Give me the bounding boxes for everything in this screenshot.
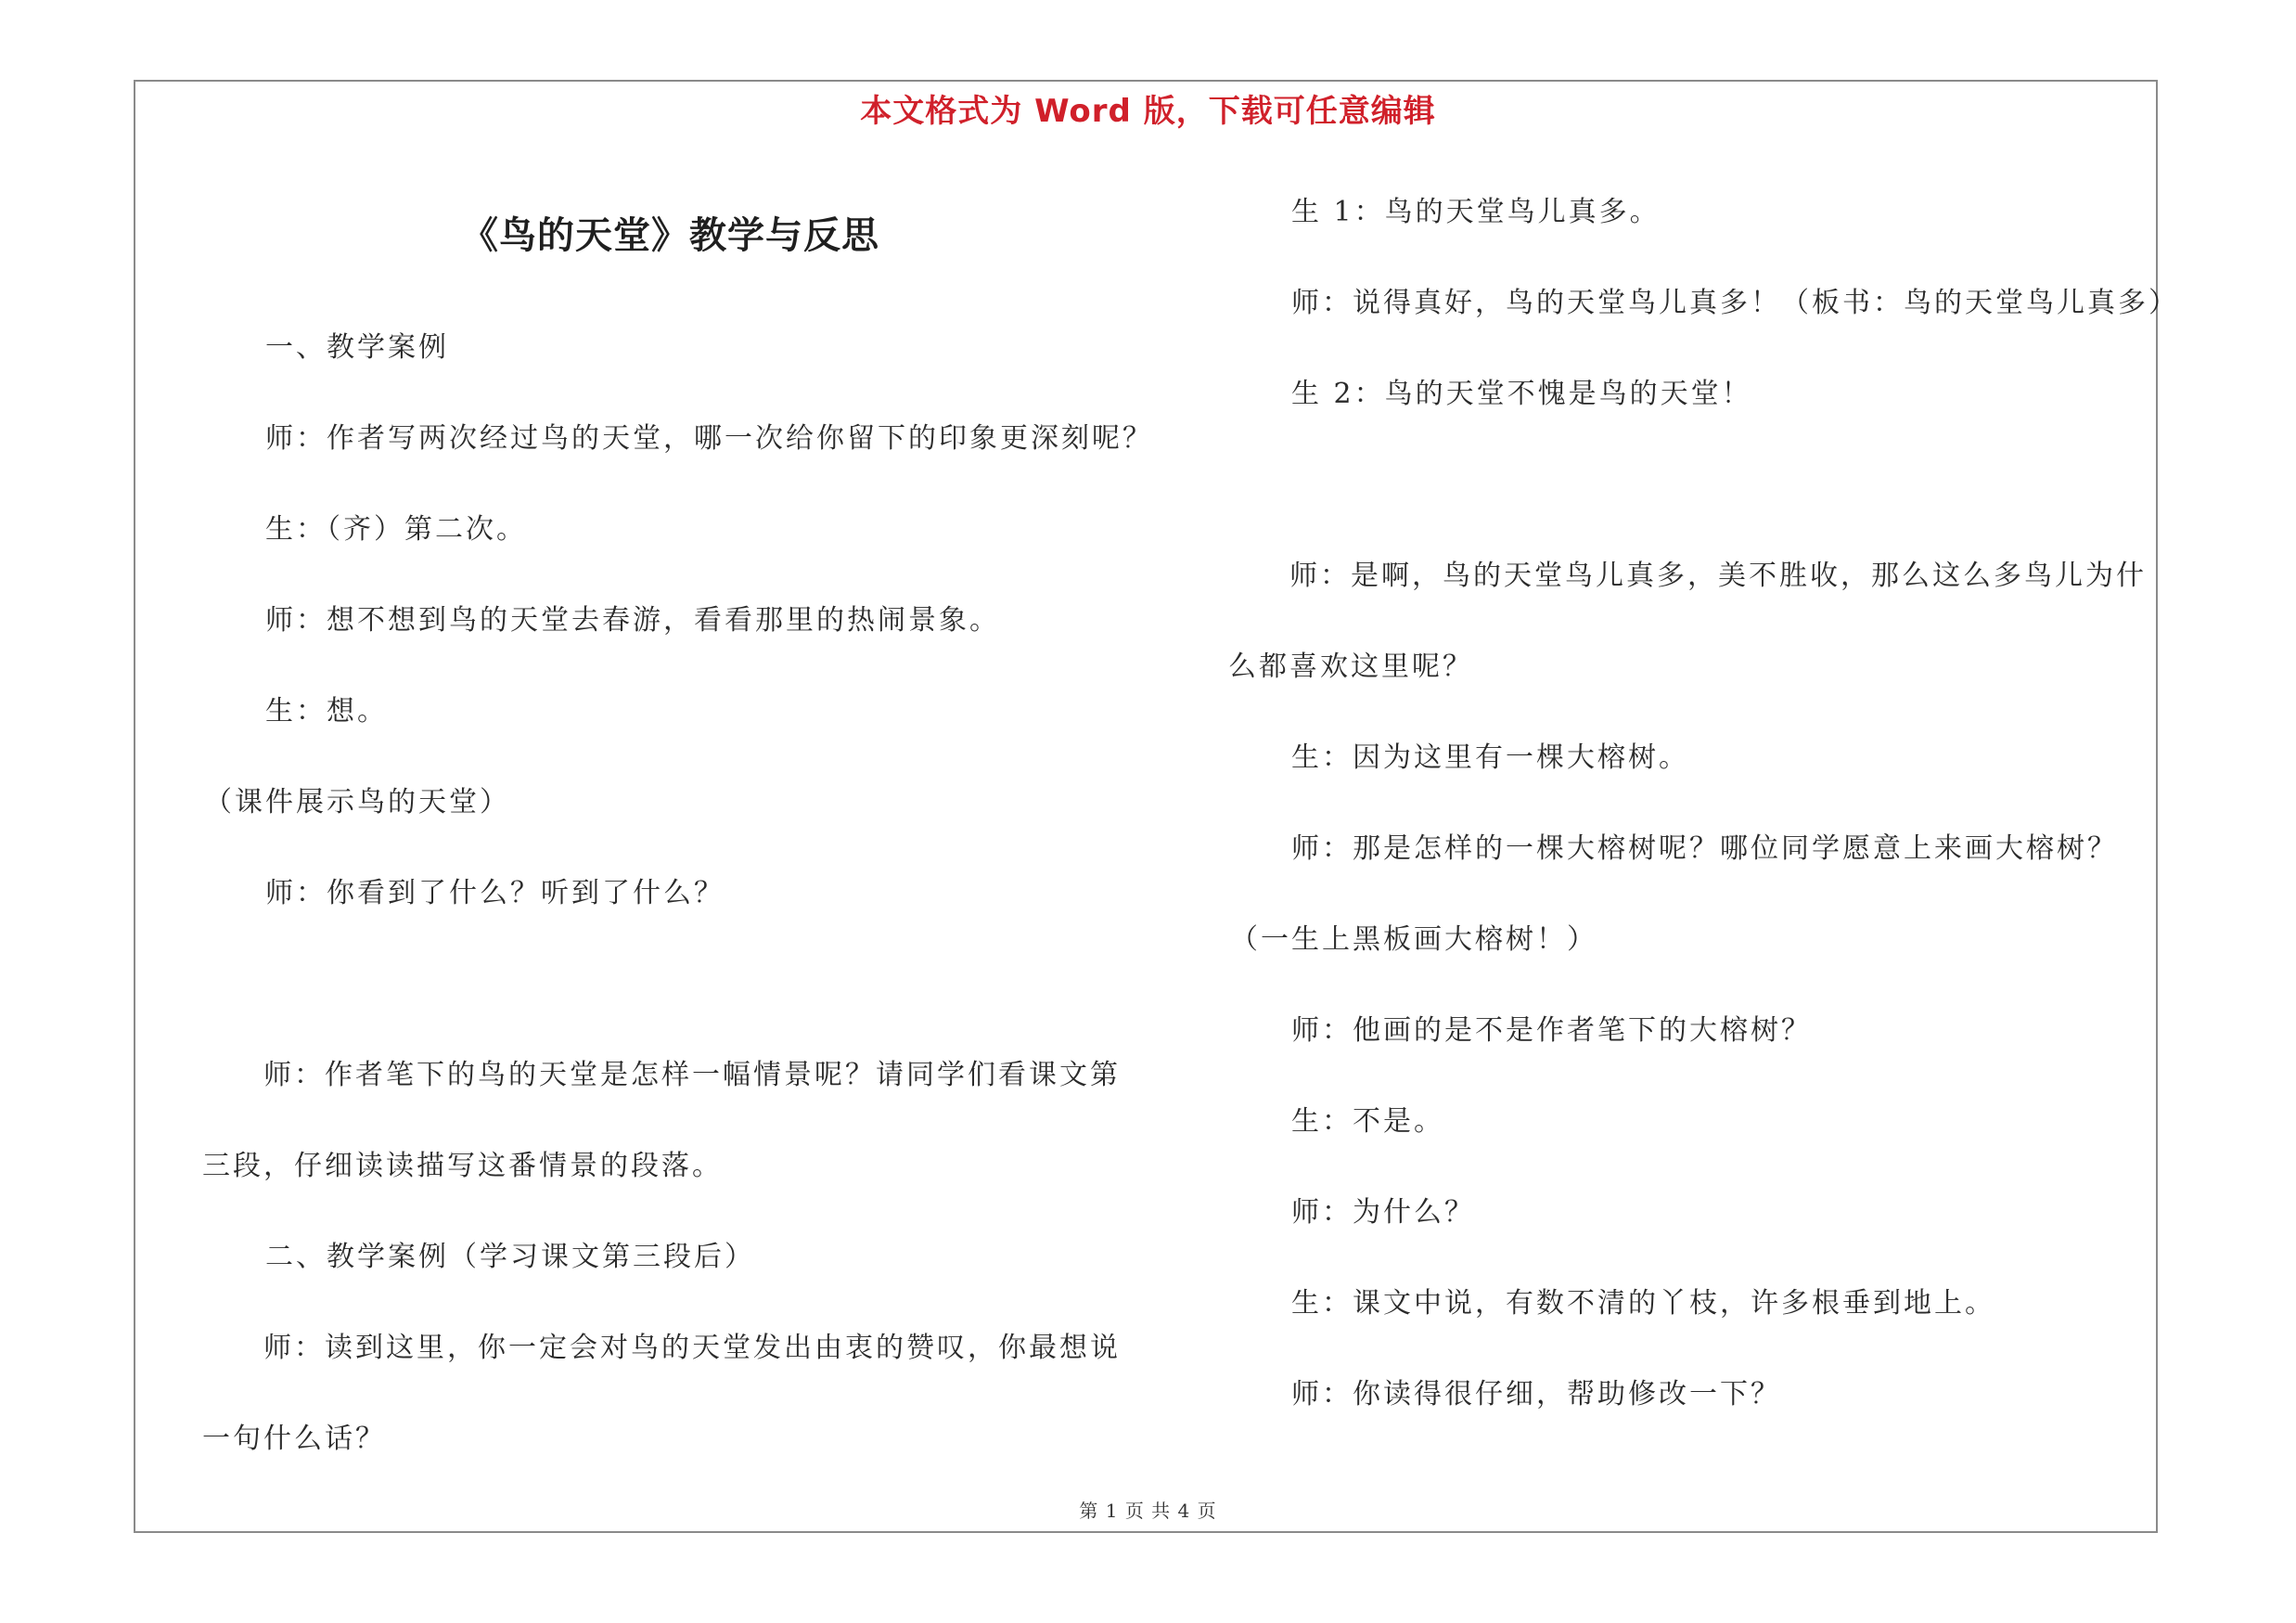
- paragraph: 生：因为这里有一棵大榕树。: [1291, 741, 1689, 774]
- paragraph: 师：是啊，鸟的天堂鸟儿真多，美不胜收，那么这么多鸟儿为什么都喜欢这里呢？: [1228, 560, 2147, 683]
- paragraph: 师：他画的是不是作者笔下的大榕树？: [1291, 1014, 1812, 1047]
- paragraph: 生 1：鸟的天堂鸟儿真多。: [1291, 196, 1661, 228]
- paragraph: （一生上黑板画大榕树！）: [1230, 923, 1597, 956]
- paragraph: 生：课文中说，有数不清的丫枝，许多根垂到地上。: [1291, 1287, 1995, 1320]
- right-column: [1228, 0, 2179, 1623]
- paragraph: 师：那是怎样的一棵大榕树呢？哪位同学愿意上来画大榕树？: [1291, 832, 2118, 865]
- paragraph: 生 2：鸟的天堂不愧是鸟的天堂！: [1291, 378, 1752, 410]
- paragraph: 师：读到这里，你一定会对鸟的天堂发出由衷的赞叹，你最想说一句什么话？: [202, 1332, 1121, 1455]
- paragraph: 师：你看到了什么？听到了什么？: [265, 877, 725, 909]
- section-heading-1: 一、教学案例: [265, 331, 449, 364]
- document-title: 《鸟的天堂》教学与反思: [461, 213, 879, 257]
- paragraph: 师：想不想到鸟的天堂去春游，看看那里的热闹景象。: [265, 604, 1000, 637]
- paragraph: 师：作者笔下的鸟的天堂是怎样一幅情景呢？请同学们看课文第三段，仔细读读描写这番情景的段落。: [202, 1059, 1121, 1182]
- paragraph: 师：为什么？: [1291, 1196, 1475, 1229]
- paragraph: 生：（齐）第二次。: [265, 513, 527, 546]
- paragraph: （课件展示鸟的天堂）: [204, 786, 510, 818]
- paragraph: 生：不是。: [1291, 1105, 1444, 1138]
- paragraph: 师：说得真好，鸟的天堂鸟儿真多！（板书：鸟的天堂鸟儿真多）: [1291, 287, 2179, 319]
- section-heading-2: 二、教学案例（学习课文第三段后）: [265, 1241, 755, 1273]
- paragraph: 师：你读得很仔细，帮助修改一下？: [1291, 1378, 1781, 1410]
- paragraph: 师：作者写两次经过鸟的天堂，哪一次给你留下的印象更深刻呢？: [265, 422, 1153, 455]
- page-number: 第 1 页 共 4 页: [1079, 1500, 1217, 1522]
- format-banner: 本文格式为 Word 版，下载可任意编辑: [860, 93, 1436, 130]
- paragraph: 生：想。: [265, 695, 388, 728]
